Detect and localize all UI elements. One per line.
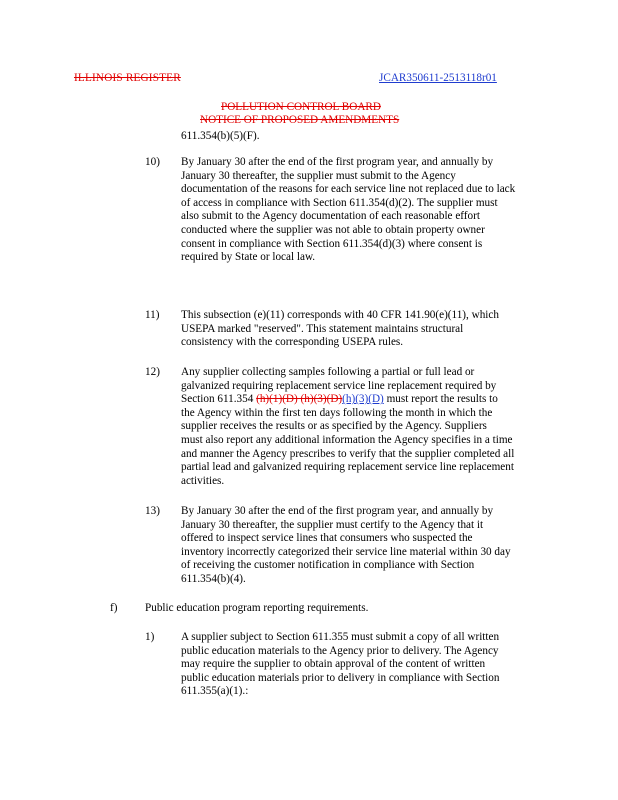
section-f-heading: Public education program reporting requirements. <box>145 602 369 614</box>
item-number-10: 10) <box>145 156 160 168</box>
text-line: consistency with the corresponding USEPA rules. <box>181 336 404 349</box>
text-line: may require the supplier to obtain approval of the content of written <box>181 658 486 671</box>
carryover-text: 611.354(b)(5)(F). <box>181 130 260 142</box>
text-line: Any supplier collecting samples following a partial or full lead or <box>181 366 475 378</box>
agency-title: POLLUTION CONTROL BOARD <box>221 101 381 113</box>
register-name: ILLINOIS REGISTER <box>74 72 181 84</box>
text-line: conducted where the supplier was not able to obtain property owner <box>181 223 485 236</box>
text-line: of access in compliance with Section 611.354(d)(2). The supplier must <box>181 196 498 209</box>
item-12-text <box>181 366 514 488</box>
text-line: galvanized requiring replacement service line replacement required by <box>181 379 497 392</box>
text-line: consent in compliance with Section 611.354(d)(3) where consent is <box>181 237 483 250</box>
text-line: offered to inspect service lines that consumers who suspected the <box>181 532 473 545</box>
item-13-text <box>181 505 511 587</box>
item-f1-text <box>181 631 499 699</box>
text-line: also submit to the Agency documentation of each reasonable effort <box>181 210 480 223</box>
section-f-label: f) <box>110 602 118 614</box>
item-number-11: 11) <box>145 309 160 321</box>
text-line: supplier receives the results or as specified by the Agency. Suppliers <box>181 420 487 433</box>
text-line: A supplier subject to Section 611.355 must submit a copy of all written <box>181 631 500 643</box>
text-line: 611.354(b)(4). <box>181 572 246 585</box>
text-line: required by State or local law. <box>181 251 316 264</box>
item-f1-number: 1) <box>145 631 155 643</box>
text-line: This subsection (e)(11) corresponds with 40 CFR 141.90(e)(11), which <box>181 309 499 321</box>
text-line: January 30 thereafter, the supplier must submit to the Agency <box>181 169 456 182</box>
text-segment: must report the results to <box>383 393 498 406</box>
text-segment: Section 611.354 <box>181 393 257 406</box>
notice-title: NOTICE OF PROPOSED AMENDMENTS <box>200 114 400 126</box>
item-11-text <box>181 309 499 350</box>
deleted-citation: (h)(1)(D) (h)(3)(D) <box>256 393 343 406</box>
text-line-with-revision <box>181 393 514 407</box>
text-line: inventory incorrectly categorized their service line material within 30 day <box>181 545 511 558</box>
text-line: public education materials prior to delivery in compliance with Section <box>181 671 500 684</box>
text-line: partial lead and galvanized requiring replacement service line replacement <box>181 461 514 474</box>
text-line: 611.355(a)(1).: <box>181 685 249 698</box>
text-line: By January 30 after the end of the first program year, and annually by <box>181 156 494 168</box>
item-number-13: 13) <box>145 505 160 517</box>
text-line: must also report any additional information the Agency specifies in a time <box>181 433 513 446</box>
text-line: By January 30 after the end of the first program year, and annually by <box>181 505 494 517</box>
inserted-citation: (h)(3)(D) <box>342 393 384 406</box>
text-line: USEPA marked "reserved". This statement maintains structural <box>181 322 464 335</box>
text-line: of receiving the customer notification in compliance with Section <box>181 559 475 572</box>
text-line: documentation of the reasons for each service line not replaced due to lack <box>181 183 516 196</box>
item-number-12: 12) <box>145 366 160 378</box>
document-id: JCAR350611-2513118r01 <box>379 72 497 84</box>
text-line: and manner the Agency prescribes to verify that the supplier completed all <box>181 447 515 460</box>
text-line: activities. <box>181 474 225 487</box>
item-10-text <box>181 156 515 265</box>
text-line: the Agency within the first ten days following the month in which the <box>181 406 493 419</box>
text-line: public education materials to the Agency prior to delivery. The Agency <box>181 644 499 657</box>
text-line: January 30 thereafter, the supplier must certify to the Agency that it <box>181 518 484 531</box>
